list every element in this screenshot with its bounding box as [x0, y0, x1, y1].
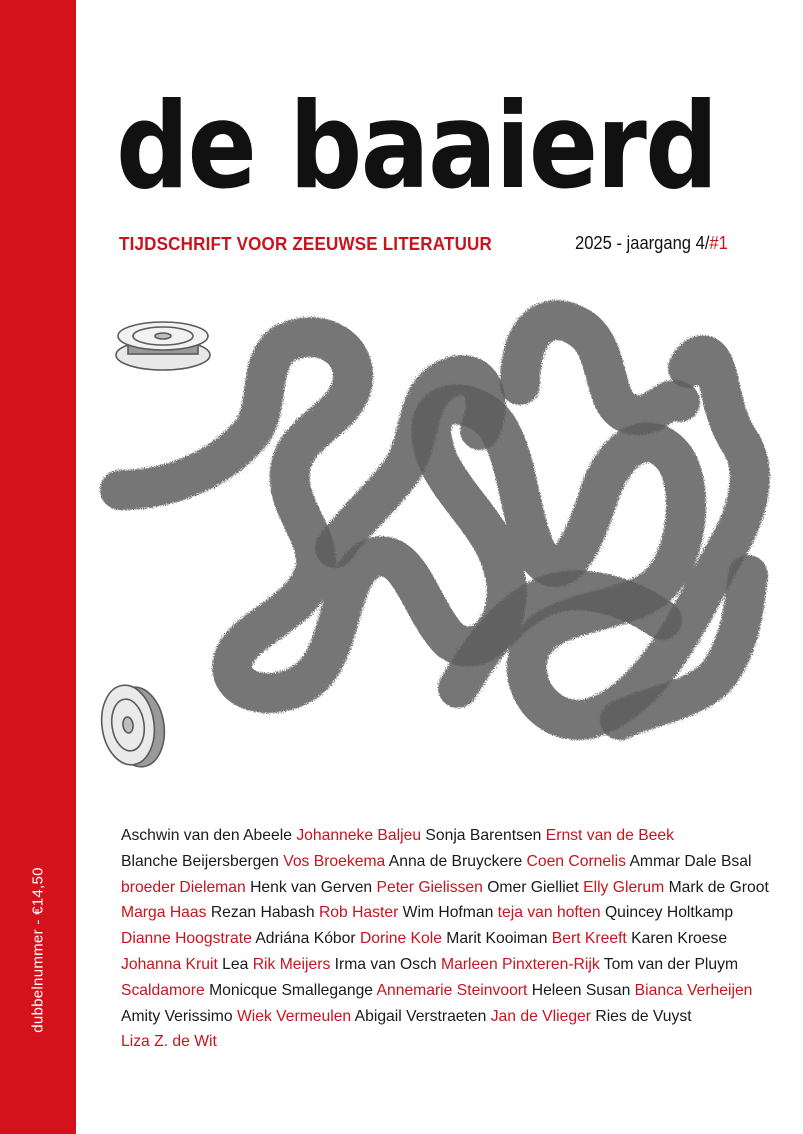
author-name: Henk van Gerven: [250, 878, 373, 896]
author-name: Johanna Kruit: [121, 955, 218, 973]
author-name: Ernst van de Beek: [545, 827, 674, 844]
author-name: teja van hoften: [497, 904, 601, 922]
author-name: Peter Gielissen: [376, 878, 483, 896]
author-name: Monicque Smallegange: [209, 981, 374, 999]
author-name: broeder Dieleman: [121, 878, 246, 896]
author-name: Irma van Osch: [334, 955, 437, 973]
author-name: Tom van der Pluym: [603, 955, 739, 973]
author-name: Bianca Verheijen: [634, 981, 753, 999]
issue-label: [575, 233, 728, 254]
issue-year-volume: 2025 - jaargang 4/: [575, 233, 710, 253]
author-name: Rik Meijers: [252, 955, 331, 973]
magazine-subtitle: TIJDSCHRIFT VOOR ZEEUWSE LITERATUUR: [119, 233, 493, 254]
author-name: Ammar Dale: [629, 852, 717, 870]
author-name: Dianne Hoogstrate: [121, 930, 252, 948]
author-name: Abigail Verstraeten: [354, 1007, 487, 1025]
author-name: Mark de Groot: [668, 878, 769, 896]
author-name: Rob Haster: [318, 904, 399, 922]
author-name: Marleen Pinxteren-Rijk: [441, 955, 600, 973]
film-reel-icon: [97, 682, 170, 770]
red-spine-band: [0, 0, 76, 1134]
price-label: dubbelnummer - €14,50: [29, 867, 47, 1033]
author-name: Aschwin van den Abeele: [121, 827, 292, 844]
author-name: Bert Kreeft: [551, 930, 627, 948]
film-strip-tangle: [120, 320, 750, 720]
cover-illustration: [90, 290, 803, 800]
author-name: Quincey Holtkamp: [604, 904, 734, 922]
author-name: Ries de Vuyst: [595, 1007, 692, 1025]
author-name: Adriána Kóbor: [255, 930, 356, 948]
magazine-title: de baaierd: [116, 78, 717, 216]
author-name: Lea: [222, 955, 249, 973]
author-name: Omer Gielliet: [487, 878, 579, 896]
author-name: Wiek Vermeulen: [236, 1007, 352, 1025]
author-name: Heleen Susan: [531, 981, 631, 999]
author-name: Marit Kooiman: [446, 930, 548, 948]
author-name: Coen Cornelis: [526, 852, 626, 870]
author-name: Scaldamore: [121, 981, 205, 999]
author-name: Rezan Habash: [210, 904, 315, 922]
author-name: Marga Haas: [121, 904, 207, 922]
author-name: Bsal: [720, 852, 752, 870]
author-name: Dorine Kole: [359, 930, 442, 948]
author-name: Annemarie Steinvoort: [376, 981, 528, 999]
author-name: Elly Glerum: [583, 878, 665, 896]
author-name: Wim Hofman: [402, 904, 494, 922]
author-name: Sonja Barentsen: [425, 827, 542, 844]
author-name: Anna de Bruyckere: [388, 852, 523, 870]
issue-number: #1: [709, 233, 728, 253]
author-name: Karen Kroese: [631, 930, 728, 948]
author-name: Blanche Beijersbergen: [121, 852, 279, 870]
film-reel-icon: [116, 322, 210, 370]
author-name: Amity Verissimo: [121, 1007, 233, 1025]
author-name: Jan de Vlieger: [490, 1007, 591, 1025]
author-list: [121, 823, 786, 1055]
author-name: Liza Z. de Wit: [121, 1033, 217, 1051]
author-name: Johanneke Baljeu: [296, 827, 422, 844]
author-name: Vos Broekema: [283, 852, 386, 870]
